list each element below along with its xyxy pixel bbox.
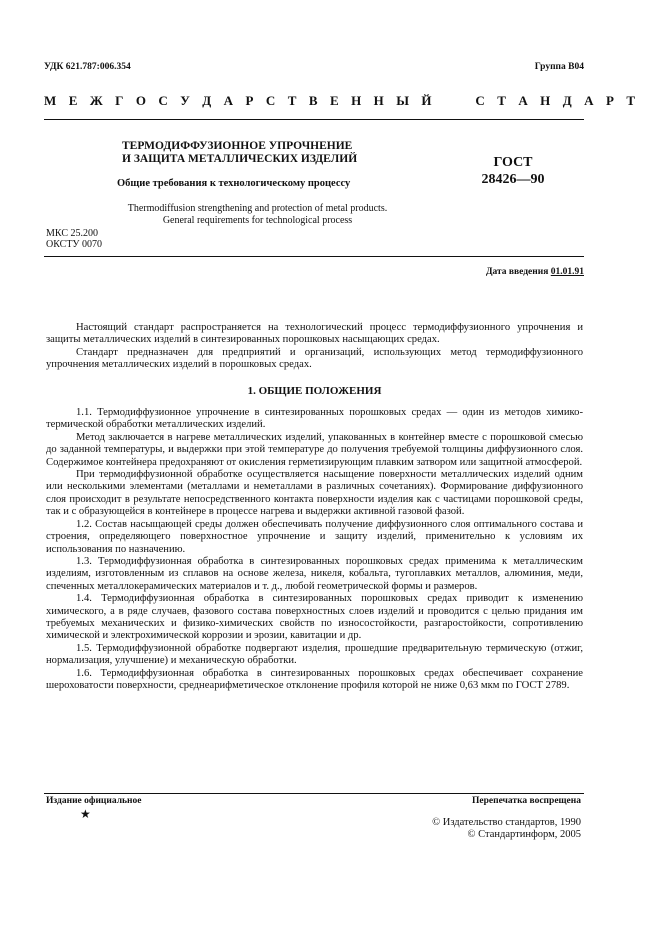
section-paragraph: 1.5. Термодиффузионной обработке подвергают изделия, прошедшие предварительную термическую (отжиг, нормализация, улучшение) и механическую обработки. [46,642,583,667]
subtitle: Общие требования к технологическому процессу [117,178,351,189]
intro-date-value: 01.01.91 [550,267,584,277]
english-title-line-1: Thermodiffusion strengthening and protection of metal products. [127,203,388,214]
standard-type: М Е Ж Г О С У Д А Р С Т В Е Н Н Ы Й С Т А Н Д А Р Т [44,93,640,108]
udk-code: УДК 621.787:006.354 [44,62,131,72]
section-paragraph: 1.2. Состав насыщающей среды должен обеспечивать получение диффузионного слоя оптимального состава и строения, определяющего поверхностное упрочнение и защиту изделий, применительно к условиям их использования по назначению. [46,518,583,555]
section-paragraph: 1.1. Термодиффузионное упрочнение в синтезированных порошковых средах — один из методов химико-термической обработки металлических изделий. [46,407,583,431]
official-edition: Издание официальное [46,796,142,806]
copyright-block [432,817,581,841]
intro-paragraph: Настоящий стандарт распространяется на технологический процесс термодиффузионного упрочнения и защиты металлических изделий в синтезированных порошковых насыщающих средах. [46,322,583,346]
gost-label: ГОСТ [493,155,533,170]
classification-codes [46,228,102,250]
intro-paragraph: Стандарт предназначен для предприятий и организаций, использующих метод термодиффузионного упрочнения металлических изделий в порошковых средах. [46,346,583,371]
title-divider [44,256,584,257]
english-title-line-2: General requirements for technological process [162,215,353,226]
section-paragraph: При термодиффузионной обработке осуществляется насыщение поверхности металлических изделий одним или несколькими элементами (металлами и неметаллами в различных сочетаниях). Формирование диффузионного слоя происходит в результате непосредственного контакта поверхности изделия как с частицами порошковой среды, так и с образующейся в контейнере в процессе нагрева и выдержки активной газовой фазой. [46,469,583,518]
document-body [46,322,583,692]
reprint-notice: Перепечатка воспрещена [471,796,581,806]
section-heading: 1. ОБЩИЕ ПОЛОЖЕНИЯ [247,384,382,397]
title-line-1: ТЕРМОДИФФУЗИОННОЕ УПРОЧНЕНИЕ [122,140,353,152]
section-paragraph: 1.3. Термодиффузионная обработка в синтезированных порошковых средах применима к металлическим изделиям, изготовленным из сплавов на основе железа, никеля, кобальта, тугоплавких металлов, алюминия, меди, спеченных металлокерамических материалов и т. д., любой геометрической формы и размеров. [46,555,583,592]
english-title [80,203,435,227]
star-icon: ★ [80,807,91,821]
header-divider [44,119,584,120]
gost-number: 28426—90 [481,172,545,187]
section-paragraph: 1.6. Термодиффузионная обработка в синтезированных порошковых средах обеспечивает сохранение шероховатости поверхности, среднеарифметическое отклонение профиля которой не ниже 0,63 мкм по ГОСТ 2789. [46,667,583,691]
intro-date-label: Дата введения [485,267,549,277]
section-paragraph: 1.4. Термодиффузионная обработка в синтезированных порошковых средах приводит к изменению химического, а в ряде случаев, фазового состава поверхностных слоев изделий и проводится с целью придания им требуемых механических и физико-химических свойств по износостойкости, разгаростойкости, сопротивлению химической и электрохимической коррозии и эрозии, кавитации и др. [46,593,583,642]
okstu-code: ОКСТУ 0070 [46,239,103,250]
section-paragraph: Метод заключается в нагреве металлических изделий, упакованных в контейнер вместе с порошковой смесью до заданной температуры, и выдержки при этой температуре до получения требуемой толщины диффузионного слоя. Содержимое контейнера предохраняют от окисления герметизирующим плавким затвором или защитной атмосферой. [46,431,583,468]
copyright-line-2: © Стандартинформ, 2005 [467,829,581,840]
mks-code: МКС 25.200 [46,228,98,239]
footer-divider [44,793,584,794]
copyright-line-1: © Издательство стандартов, 1990 [432,817,581,828]
title-line-2: И ЗАЩИТА МЕТАЛЛИЧЕСКИХ ИЗДЕЛИЙ [122,153,358,165]
intro-date [486,267,584,277]
group-code: Группа В04 [534,62,584,72]
gost-block [463,154,563,188]
